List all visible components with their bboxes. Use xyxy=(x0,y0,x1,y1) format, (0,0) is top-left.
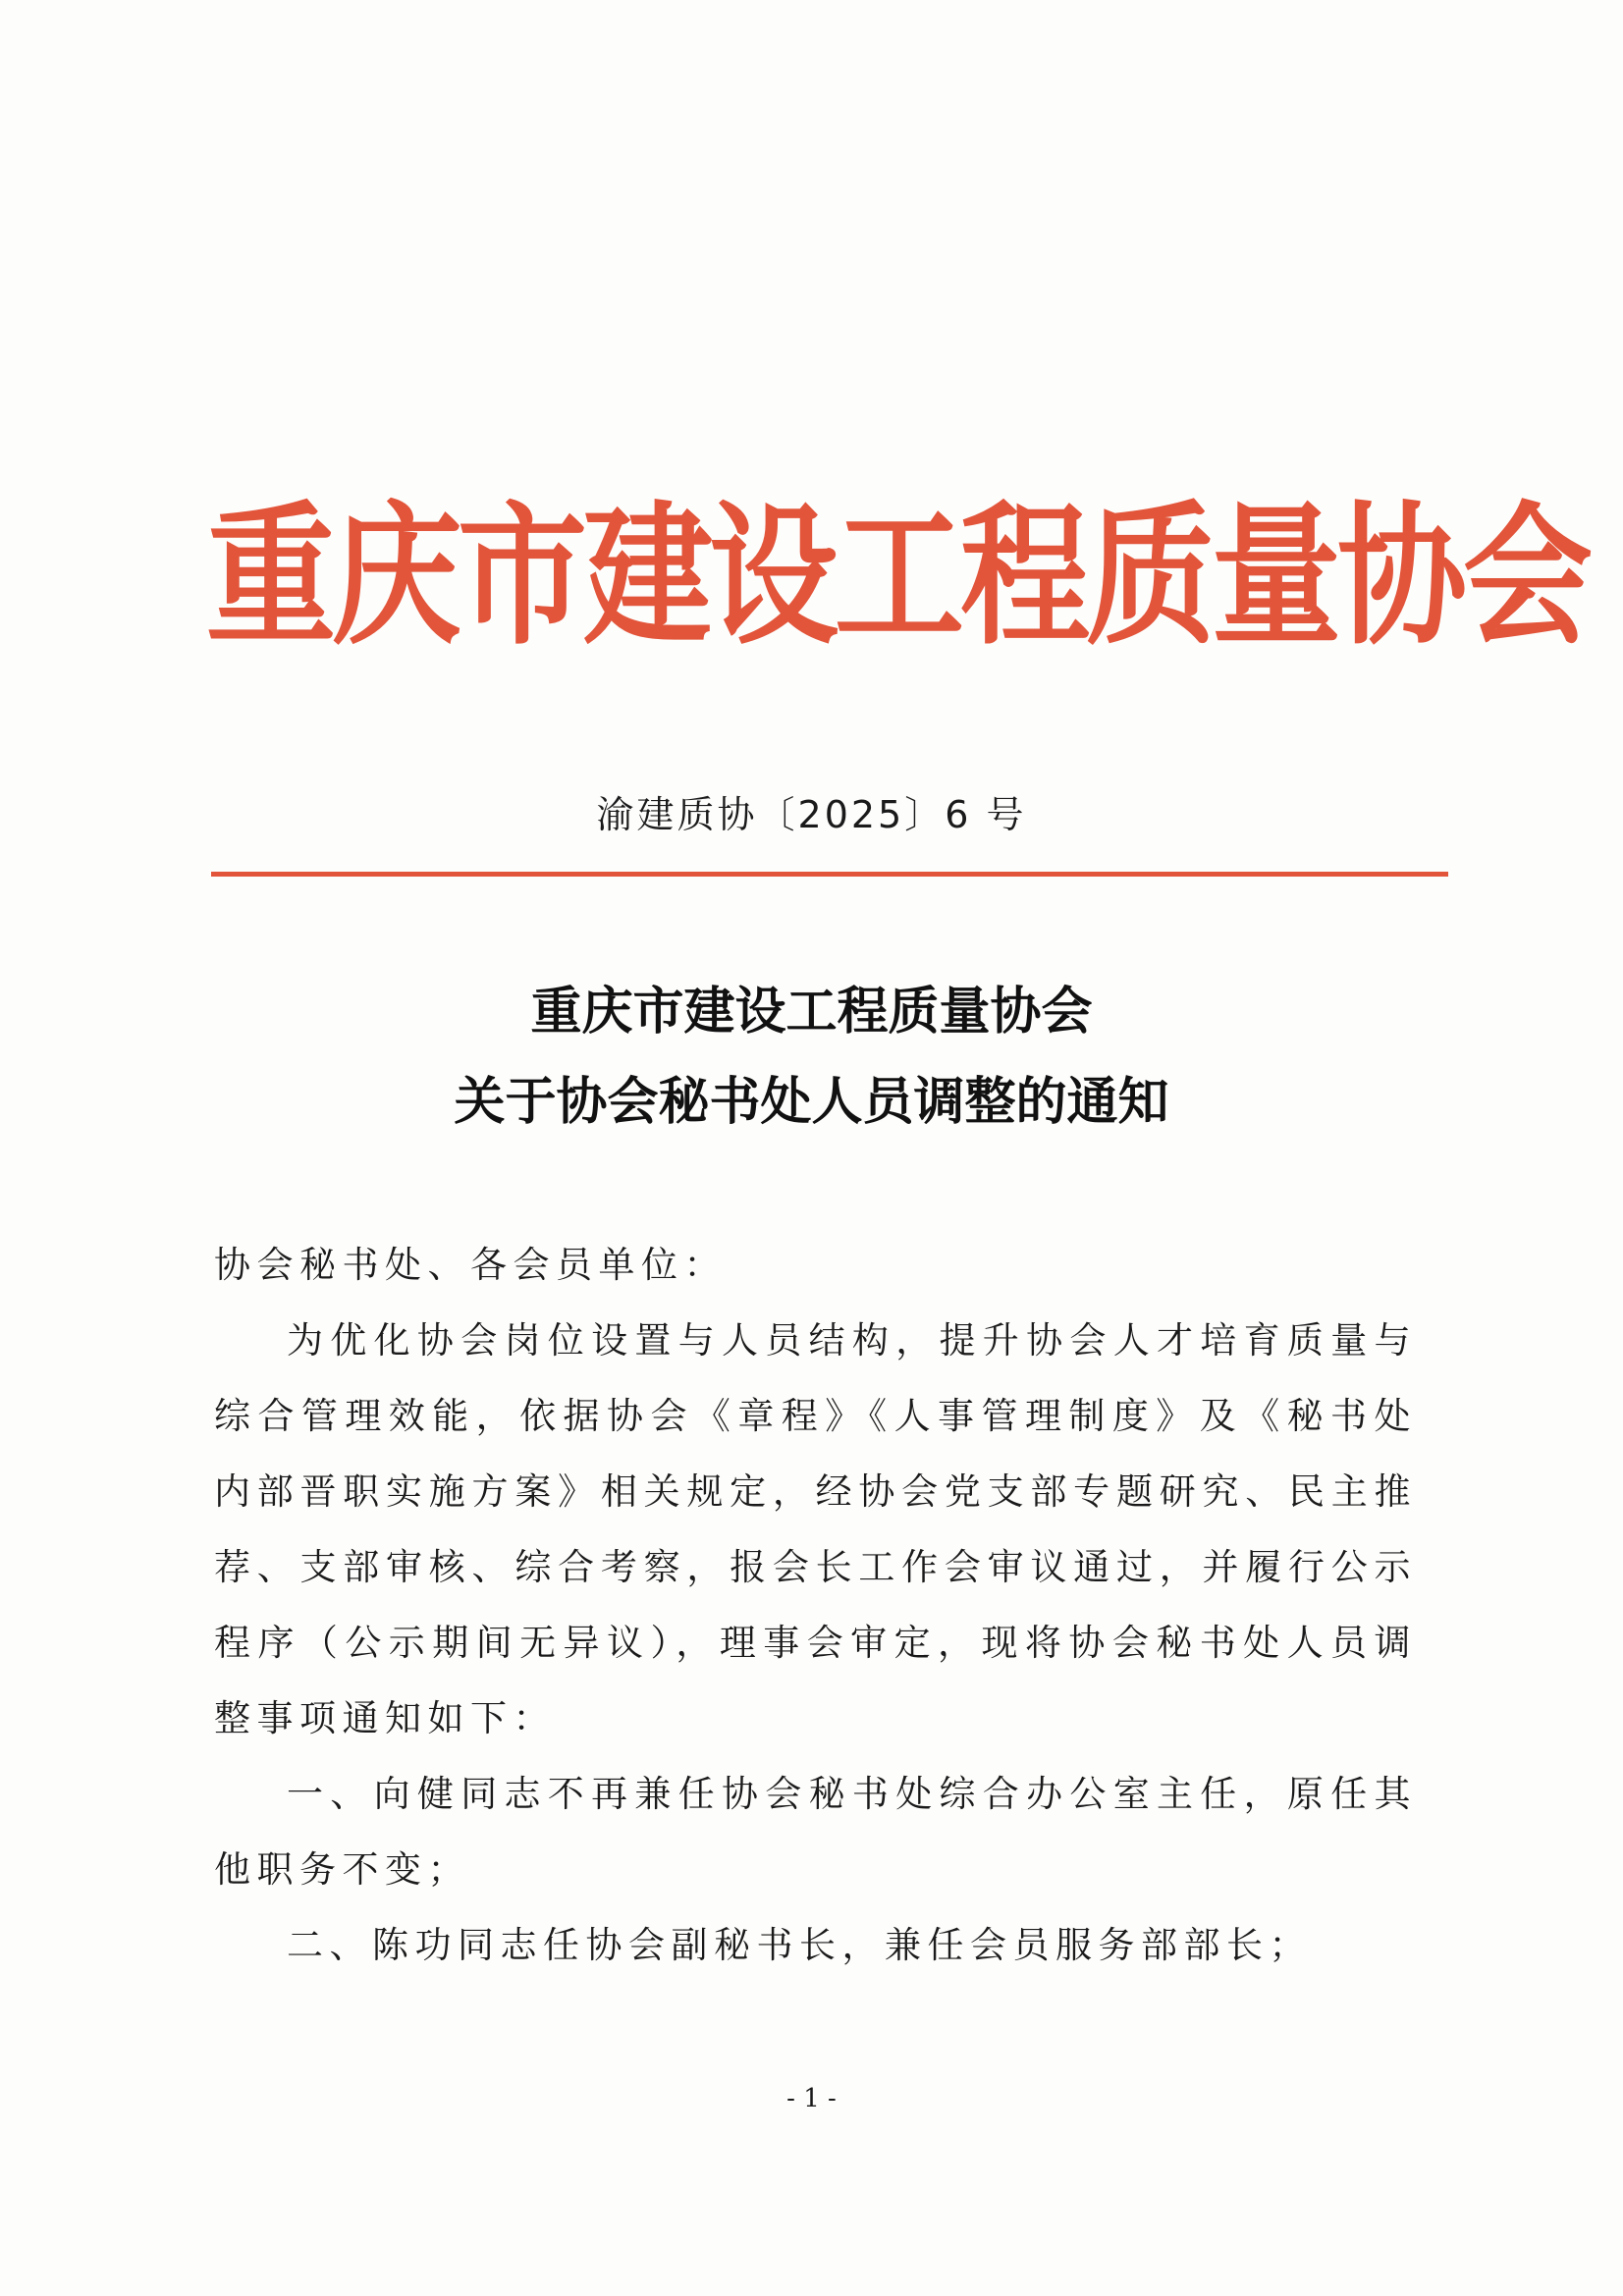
masthead-title: 重庆市建设工程质量协会 xyxy=(206,486,1589,667)
notice-title-line-2: 关于协会秘书处人员调整的通知 xyxy=(454,1072,1169,1132)
body-paragraph-item-1: 一、向健同志不再兼任协会秘书处综合办公室主任，原任其他职务不变； xyxy=(214,1773,1417,1891)
salutation: 协会秘书处、各会员单位： xyxy=(214,1244,727,1286)
notice-body xyxy=(214,1227,1417,1983)
page-number: - 1 - xyxy=(786,2084,837,2113)
body-paragraph-item-2: 二、陈功同志任协会副秘书长，兼任会员服务部部长； xyxy=(287,1924,1312,1966)
document-number: 渝建质协〔2025〕6 号 xyxy=(596,793,1027,836)
body-paragraph-intro: 为优化协会岗位设置与人员结构，提升协会人才培育质量与综合管理效能，依据协会《章程》《人事管理制度》及《秘书处内部晋职实施方案》相关规定，经协会党支部专题研究、民主推荐、支部审核、综合考察，报会长工作会审议通过，并履行公示程序（公示期间无异议），理事会审定，现将协会秘书处人员调整事项通知如下： xyxy=(214,1319,1417,1739)
notice-title-line-1: 重庆市建设工程质量协会 xyxy=(530,982,1093,1041)
red-divider-line xyxy=(211,872,1448,877)
notice-title xyxy=(0,967,1623,1148)
